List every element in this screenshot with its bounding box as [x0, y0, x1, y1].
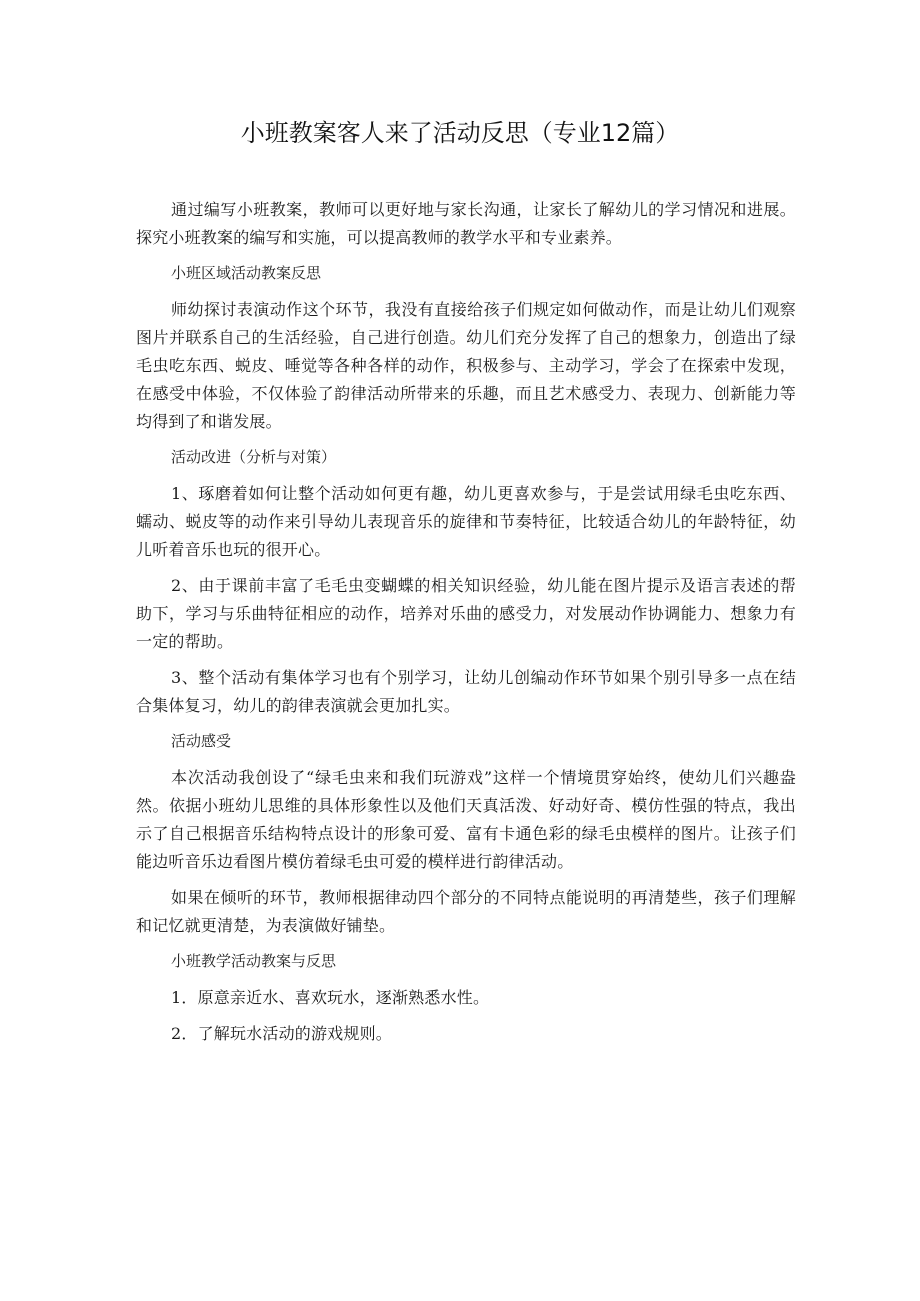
section-heading: 小班区域活动教案反思: [171, 264, 322, 282]
list-item: 1．原意亲近水、喜欢玩水，逐渐熟悉水性。: [171, 988, 490, 1007]
section-heading: 活动改进（分析与对策）: [171, 448, 337, 466]
body-paragraph: 师幼探讨表演动作这个环节，我没有直接给孩子们规定如何做动作，而是让幼儿们观察图片并联系自己的生活经验，自己进行创造。幼儿们充分发挥了自己的想象力，创造出了绿毛虫吃东西、蜕皮、唾觉等各种各样的动作，积极参与、主动学习，学会了在探索中发现，在感受中体验，不仅体验了韵律活动所带来的乐趣，而且艺术感受力、表现力、创新能力等均得到了和谐发展。: [136, 300, 796, 431]
body-paragraph: 3、整个活动有集体学习也有个别学习，让幼儿创编动作环节如果个别引导多一点在结合集体复习，幼儿的韵律表演就会更加扎实。: [136, 668, 796, 715]
body-paragraph: 2、由于课前丰富了毛毛虫变蝴蝶的相关知识经验，幼儿能在图片提示及语言表述的帮助下，学习与乐曲特征相应的动作，培养对乐曲的感受力，对发展动作协调能力、想象力有一定的帮助。: [136, 576, 796, 651]
list-item: 2．了解玩水活动的游戏规则。: [171, 1024, 392, 1043]
document-body: [136, 196, 796, 1056]
intro-paragraph: 通过编写小班教案，教师可以更好地与家长沟通，让家长了解幼儿的学习情况和进展。探究小班教案的编写和实施，可以提高教师的教学水平和专业素养。: [136, 200, 796, 247]
body-paragraph: 如果在倾听的环节，教师根据律动四个部分的不同特点能说明的再清楚些，孩子们理解和记忆就更清楚，为表演做好铺垫。: [136, 888, 796, 935]
section-heading: 活动感受: [171, 732, 232, 750]
document-title: 小班教案客人来了活动反思（专业12篇）: [240, 119, 680, 147]
section-heading: 小班教学活动教案与反思: [171, 952, 337, 970]
body-paragraph: 1、琢磨着如何让整个活动如何更有趣，幼儿更喜欢参与，于是尝试用绿毛虫吃东西、蠕动、蜕皮等的动作来引导幼儿表现音乐的旋律和节奏特征，比较适合幼儿的年龄特征，幼儿听着音乐也玩的很开心。: [136, 484, 796, 559]
body-paragraph: 本次活动我创设了“绿毛虫来和我们玩游戏”这样一个情境贯穿始终，使幼儿们兴趣盎然。依据小班幼儿思维的具体形象性以及他们天真活泼、好动好奇、模仿性强的特点，我出示了自己根据音乐结构特点设计的形象可爱、富有卡通色彩的绿毛虫模样的图片。让孩子们能边听音乐边看图片模仿着绿毛虫可爱的模样进行韵律活动。: [136, 768, 796, 871]
